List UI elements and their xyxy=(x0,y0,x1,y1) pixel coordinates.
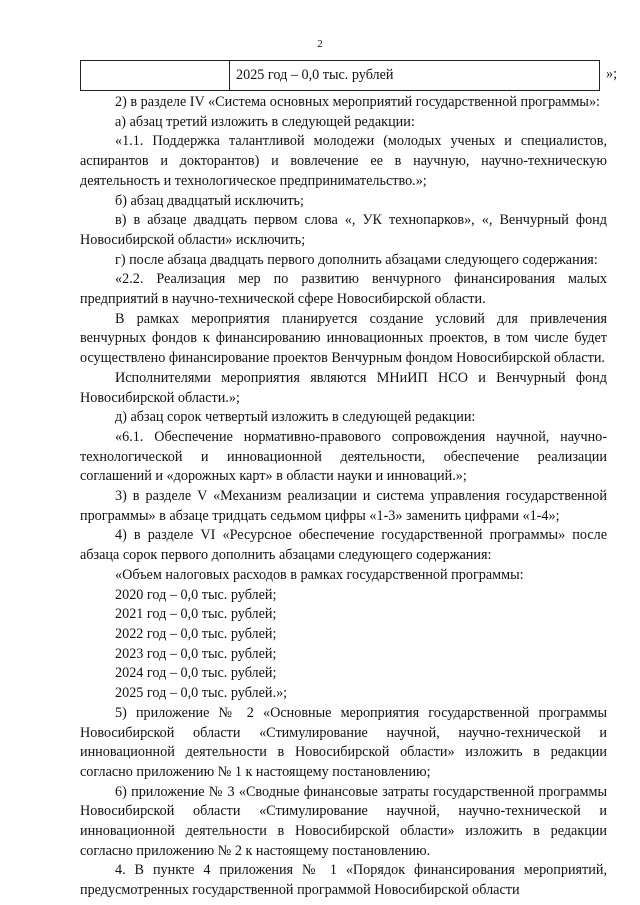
document-body xyxy=(80,93,607,901)
paragraph-year-2021: 2021 год – 0,0 тыс. рублей; xyxy=(115,606,277,623)
paragraph-venture-funds: В рамках мероприятия планируется создание условий для привлечения венчурных фондов к финансированию инновационных проектов, в том числе будет осуществлено финансирование проектов Венчурным фондом Новосибирской области. xyxy=(80,310,607,367)
paragraph-year-2022: 2022 год – 0,0 тыс. рублей; xyxy=(115,625,277,642)
paragraph-section-iv: 2) в разделе IV «Система основных мероприятий государственной программы»: xyxy=(115,94,600,110)
page-number: 2 xyxy=(317,38,323,50)
paragraph-tax-expenses: «Объем налоговых расходов в рамках государственной программы: xyxy=(115,566,524,583)
table-cell-year-amount: 2025 год – 0,0 тыс. рублей xyxy=(236,67,394,83)
budget-table-row xyxy=(80,60,600,91)
paragraph-item-a: а) абзац третий изложить в следующей редакции: xyxy=(115,113,415,130)
paragraph-executors: Исполнителями мероприятия являются МНиИП НСО и Венчурный фонд Новосибирской области.»; xyxy=(80,369,607,406)
paragraph-year-2023: 2023 год – 0,0 тыс. рублей; xyxy=(115,645,277,662)
paragraph-item-1-1: «1.1. Поддержка талантливой молодежи (молодых ученых и специалистов, аспирантов и докторантов) и вовлечение ее в научную, научно-техническую деятельность и технологическое предпринимательство.»; xyxy=(80,133,607,189)
paragraph-year-2025: 2025 год – 0,0 тыс. рублей.»; xyxy=(115,685,288,702)
paragraph-item-2-2: «2.2. Реализация мер по развитию венчурного финансирования малых предприятий в научно-технической сфере Новосибирской области. xyxy=(80,271,607,308)
table-closing-quote: »; xyxy=(606,66,618,82)
paragraph-section-v: 3) в разделе V «Механизм реализации и система управления государственной программы» в абзаце тридцать седьмом цифры «1-3» заменить цифрами «1-4»; xyxy=(80,488,607,524)
paragraph-item-d: д) абзац сорок четвертый изложить в следующей редакции: xyxy=(115,409,476,426)
paragraph-point-4: 4. В пункте 4 приложения № 1 «Порядок финансирования мероприятий, предусмотренных государственной программой Новосибирской области xyxy=(80,862,607,899)
paragraph-item-g: г) после абзаца двадцать первого дополнить абзацами следующего содержания: xyxy=(115,251,598,268)
paragraph-item-b: б) абзац двадцатый исключить; xyxy=(115,192,304,209)
paragraph-appendix-2: 5) приложение № 2 «Основные мероприятия государственной программы Новосибирской области «Стимулирование научной, научно-технической и инновационной деятельности в Новосибирской области» изложить в редакции согласно приложению № 1 к настоящему постановлению; xyxy=(80,704,607,780)
paragraph-year-2020: 2020 год – 0,0 тыс. рублей; xyxy=(115,586,277,603)
paragraph-section-vi: 4) в разделе VI «Ресурсное обеспечение государственной программы» после абзаца сорок первого дополнить абзацами следующего содержания: xyxy=(80,527,607,564)
paragraph-item-v: в) в абзаце двадцать первом слова «, УК технопарков», «, Венчурный фонд Новосибирской области» исключить; xyxy=(80,212,607,248)
paragraph-item-6-1: «6.1. Обеспечение нормативно-правового сопровождения научной, научно-технологической и инновационной деятельности, обеспечение реализации соглашений и «дорожных карт» в области науки и инноваций.»; xyxy=(80,428,607,485)
paragraph-year-2024: 2024 год – 0,0 тыс. рублей; xyxy=(115,665,277,682)
paragraph-appendix-3: 6) приложение № 3 «Сводные финансовые затраты государственной программы Новосибирской области «Стимулирование научной, научно-технической и инновационной деятельности в Новосибирской области» изложить в редакции согласно приложению № 2 к настоящему постановлению. xyxy=(80,783,607,859)
table-cell-empty xyxy=(81,61,230,90)
